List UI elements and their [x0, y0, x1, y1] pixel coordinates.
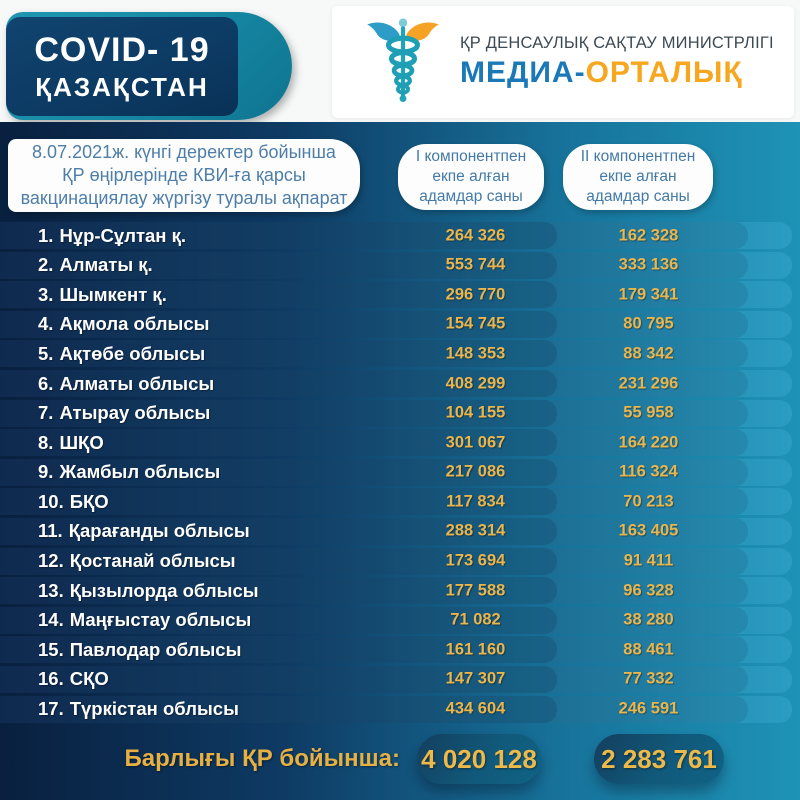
region-label [38, 432, 104, 454]
region-rank: 12. [38, 550, 64, 572]
table-row [0, 459, 800, 486]
region-label [38, 609, 251, 631]
region-label [38, 461, 220, 483]
col2-line1: II компонентпен [580, 147, 696, 165]
component2-value: 96 328 [623, 581, 674, 600]
col2-line3: адамдар саны [586, 188, 690, 206]
region-label [38, 254, 153, 276]
region-name: Атырау облысы [59, 402, 211, 424]
component1-value: 147 307 [445, 669, 506, 688]
component2-value: 116 324 [619, 462, 678, 481]
region-rank: 8. [38, 431, 54, 453]
region-name: Жамбыл облысы [59, 461, 221, 483]
total-row [0, 732, 800, 786]
component2-value: 88 342 [623, 344, 674, 363]
region-label [38, 550, 236, 572]
region-rank: 11. [38, 520, 63, 542]
region-name: Шымкент қ. [59, 283, 167, 305]
table-row [0, 636, 800, 663]
component1-value: 301 067 [445, 433, 506, 452]
component1-value: 264 326 [445, 226, 506, 245]
region-rank: 17. [38, 698, 64, 720]
table-row [0, 252, 800, 279]
table-row [0, 607, 800, 634]
region-rank: 9. [38, 461, 54, 483]
region-name: Маңғыстау облысы [69, 609, 252, 631]
caduceus-icon [360, 16, 446, 108]
component1-value: 288 314 [445, 521, 506, 540]
table-row [0, 518, 800, 545]
region-rank: 3. [38, 283, 54, 305]
region-label [38, 343, 205, 365]
col1-line3: адамдар саны [419, 188, 523, 206]
region-name: Алматы қ. [59, 254, 153, 276]
component2-value: 91 411 [623, 551, 674, 570]
table-row [0, 311, 800, 338]
column-header-component1 [398, 144, 544, 210]
component1-value: 154 745 [445, 314, 506, 333]
table-row [0, 400, 800, 427]
region-table-body [0, 222, 800, 725]
region-name: ШҚО [59, 431, 104, 453]
info-line-1: 8.07.2021ж. күнгі деректер бойынша [32, 142, 336, 163]
component2-value: 164 220 [618, 433, 679, 452]
total-component1-value: 4 020 128 [421, 743, 537, 774]
region-name: Павлодар облысы [69, 638, 242, 660]
region-name: Қызылорда облысы [69, 579, 259, 601]
ministry-logo-card [332, 6, 794, 118]
total-component2-pill [594, 734, 724, 784]
component2-value: 80 795 [623, 314, 674, 333]
component1-value: 296 770 [445, 285, 506, 304]
region-label [38, 580, 259, 602]
region-rank: 1. [38, 224, 54, 246]
table-row [0, 577, 800, 604]
region-label [38, 225, 186, 247]
region-rank: 2. [38, 254, 54, 276]
table-row [0, 222, 800, 249]
region-label [38, 520, 250, 542]
region-name: СҚО [69, 668, 109, 690]
table-row [0, 696, 800, 723]
covid-title: COVID- 19 [34, 30, 210, 69]
col1-line1: I компонентпен [415, 147, 527, 165]
region-name: Түркістан облысы [69, 698, 239, 720]
component1-value: 71 082 [450, 610, 501, 629]
region-rank: 10. [38, 490, 64, 512]
component2-value: 88 461 [623, 640, 674, 659]
region-label [38, 402, 210, 424]
component1-value: 217 086 [445, 462, 506, 481]
component1-value: 161 160 [445, 640, 506, 659]
component2-value: 55 958 [623, 403, 674, 422]
ortalyk-word: ОРТАЛЫҚ [585, 56, 743, 89]
media-center-title [460, 56, 774, 90]
component2-value: 333 136 [618, 255, 679, 274]
region-rank: 5. [38, 342, 54, 364]
region-rank: 13. [38, 579, 64, 601]
table-row [0, 429, 800, 456]
component2-value: 246 591 [618, 699, 679, 718]
logo-text [460, 34, 774, 90]
component2-value: 163 405 [618, 521, 679, 540]
total-component2-value: 2 283 761 [601, 743, 717, 774]
component2-value: 77 332 [623, 669, 674, 688]
region-label [38, 313, 209, 335]
col2-line2: екпе алған [599, 167, 677, 185]
region-label [38, 639, 241, 661]
region-rank: 16. [38, 668, 64, 690]
info-line-2: ҚР өңірлерінде КВИ-ға қарсы [62, 165, 306, 186]
region-name: Ақмола облысы [59, 313, 210, 335]
covid-subtitle: ҚАЗАҚСТАН [35, 71, 209, 102]
component1-value: 117 834 [446, 492, 505, 511]
table-row [0, 666, 800, 693]
report-info-box [8, 139, 360, 212]
table-row [0, 281, 800, 308]
table-row [0, 548, 800, 575]
header-strip [0, 0, 800, 122]
region-label [38, 284, 167, 306]
component1-value: 177 588 [445, 581, 506, 600]
col1-line2: екпе алған [432, 167, 510, 185]
region-label [38, 373, 214, 395]
region-rank: 7. [38, 402, 54, 424]
covid-badge [6, 17, 238, 116]
region-name: Ақтөбе облысы [59, 342, 206, 364]
component2-value: 162 328 [618, 226, 679, 245]
ministry-name: ҚР ДЕНСАУЛЫҚ САҚТАУ МИНИСТРЛІГІ [460, 34, 774, 52]
region-rank: 4. [38, 313, 54, 335]
table-row [0, 370, 800, 397]
region-label [38, 698, 239, 720]
component2-value: 179 341 [618, 285, 679, 304]
component1-value: 408 299 [445, 374, 506, 393]
region-name: Алматы облысы [59, 372, 215, 394]
region-name: Қостанай облысы [69, 550, 236, 572]
total-label: Барлығы ҚР бойынша: [124, 745, 400, 772]
component2-value: 38 280 [623, 610, 674, 629]
main-panel [0, 122, 800, 800]
total-component1-pill [417, 734, 541, 784]
region-rank: 15. [38, 638, 64, 660]
region-label [38, 668, 109, 690]
component2-value: 231 296 [618, 374, 679, 393]
component1-value: 434 604 [445, 699, 506, 718]
region-name: Қарағанды облысы [68, 520, 250, 542]
component1-value: 553 744 [445, 255, 506, 274]
table-row [0, 340, 800, 367]
column-header-component2 [563, 144, 713, 210]
component1-value: 104 155 [445, 403, 506, 422]
region-label [38, 491, 109, 513]
media-word: МЕДИА- [460, 56, 586, 89]
component1-value: 148 353 [445, 344, 506, 363]
component2-value: 70 213 [623, 492, 674, 511]
region-rank: 14. [38, 609, 64, 631]
info-line-3: вакцинациялау жүргізу туралы ақпарат [20, 187, 348, 208]
table-row [0, 488, 800, 515]
region-name: БҚО [69, 490, 109, 512]
region-name: Нұр-Сұлтан қ. [59, 224, 187, 246]
component1-value: 173 694 [445, 551, 506, 570]
region-rank: 6. [38, 372, 54, 394]
